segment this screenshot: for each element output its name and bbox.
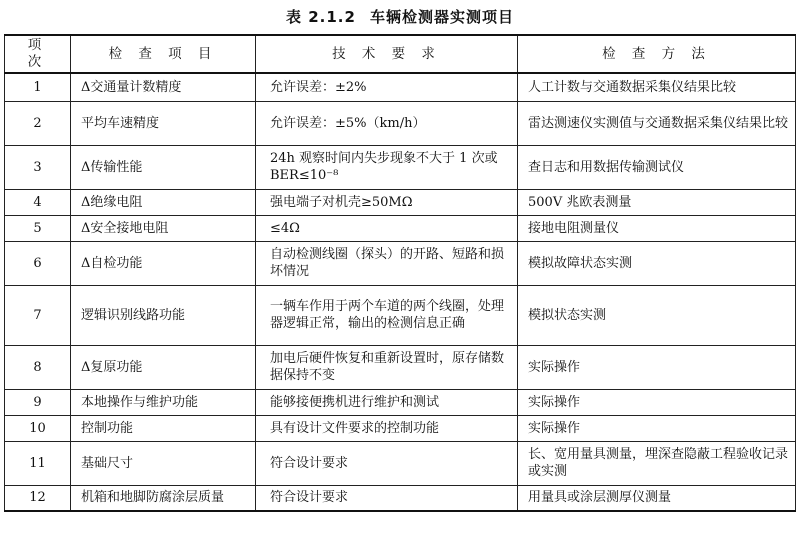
row-item: Δ绝缘电阻 xyxy=(71,189,256,215)
table-number: 表 2.1.2 xyxy=(286,8,356,26)
row-no: 12 xyxy=(5,485,71,511)
table-row xyxy=(5,415,796,441)
table-row xyxy=(5,189,796,215)
row-method: 人工计数与交通数据采集仪结果比较 xyxy=(518,73,796,101)
table-row xyxy=(5,345,796,389)
row-item: 逻辑识别线路功能 xyxy=(71,285,256,345)
row-item: 本地操作与维护功能 xyxy=(71,389,256,415)
row-item: Δ传输性能 xyxy=(71,145,256,189)
table-row xyxy=(5,485,796,511)
inspection-table xyxy=(4,34,796,512)
header-no: 项 次 xyxy=(5,35,71,73)
row-requirement: 自动检测线圈（探头）的开路、短路和损坏情况 xyxy=(256,241,518,285)
row-no: 4 xyxy=(5,189,71,215)
row-no: 1 xyxy=(5,73,71,101)
row-requirement: 加电后硬件恢复和重新设置时，原存储数据保持不变 xyxy=(256,345,518,389)
row-no: 10 xyxy=(5,415,71,441)
row-requirement: 24h 观察时间内失步现象不大于 1 次或 BER≤10⁻⁸ xyxy=(256,145,518,189)
header-method: 检 查 方 法 xyxy=(518,35,796,73)
row-item: 控制功能 xyxy=(71,415,256,441)
row-no: 6 xyxy=(5,241,71,285)
row-method: 查日志和用数据传输测试仪 xyxy=(518,145,796,189)
row-no: 3 xyxy=(5,145,71,189)
row-item: 基础尺寸 xyxy=(71,441,256,485)
table-caption: 车辆检测器实测项目 xyxy=(369,8,514,26)
header-requirement: 技 术 要 求 xyxy=(256,35,518,73)
row-item: Δ自检功能 xyxy=(71,241,256,285)
row-no: 8 xyxy=(5,345,71,389)
row-method: 模拟状态实测 xyxy=(518,285,796,345)
row-no: 5 xyxy=(5,215,71,241)
row-requirement: 具有设计文件要求的控制功能 xyxy=(256,415,518,441)
row-requirement: 一辆车作用于两个车道的两个线圈，处理器逻辑正常，输出的检测信息正确 xyxy=(256,285,518,345)
row-method: 用量具或涂层测厚仪测量 xyxy=(518,485,796,511)
row-requirement: 能够接便携机进行维护和测试 xyxy=(256,389,518,415)
row-requirement: 符合设计要求 xyxy=(256,485,518,511)
row-item: 平均车速精度 xyxy=(71,101,256,145)
table-row xyxy=(5,241,796,285)
row-method: 实际操作 xyxy=(518,345,796,389)
row-requirement: 允许误差：±5%（km/h） xyxy=(256,101,518,145)
row-no: 2 xyxy=(5,101,71,145)
header-row xyxy=(5,35,796,73)
row-no: 9 xyxy=(5,389,71,415)
table-row xyxy=(5,285,796,345)
table-title xyxy=(0,6,800,28)
row-method: 500V 兆欧表测量 xyxy=(518,189,796,215)
row-requirement: 允许误差：±2% xyxy=(256,73,518,101)
row-method: 实际操作 xyxy=(518,415,796,441)
row-item: Δ交通量计数精度 xyxy=(71,73,256,101)
row-no: 11 xyxy=(5,441,71,485)
table-row xyxy=(5,215,796,241)
row-method: 模拟故障状态实测 xyxy=(518,241,796,285)
row-method: 接地电阻测量仪 xyxy=(518,215,796,241)
table-row xyxy=(5,145,796,189)
header-item: 检 查 项 目 xyxy=(71,35,256,73)
row-method: 雷达测速仪实测值与交通数据采集仪结果比较 xyxy=(518,101,796,145)
row-requirement: 强电端子对机壳≥50MΩ xyxy=(256,189,518,215)
row-item: Δ复原功能 xyxy=(71,345,256,389)
row-method: 长、宽用量具测量，埋深查隐蔽工程验收记录或实测 xyxy=(518,441,796,485)
row-item: 机箱和地脚防腐涂层质量 xyxy=(71,485,256,511)
row-no: 7 xyxy=(5,285,71,345)
row-item: Δ安全接地电阻 xyxy=(71,215,256,241)
row-method: 实际操作 xyxy=(518,389,796,415)
table-row xyxy=(5,441,796,485)
table-row xyxy=(5,73,796,101)
table-row xyxy=(5,101,796,145)
row-requirement: ≤4Ω xyxy=(256,215,518,241)
row-requirement: 符合设计要求 xyxy=(256,441,518,485)
table-row xyxy=(5,389,796,415)
